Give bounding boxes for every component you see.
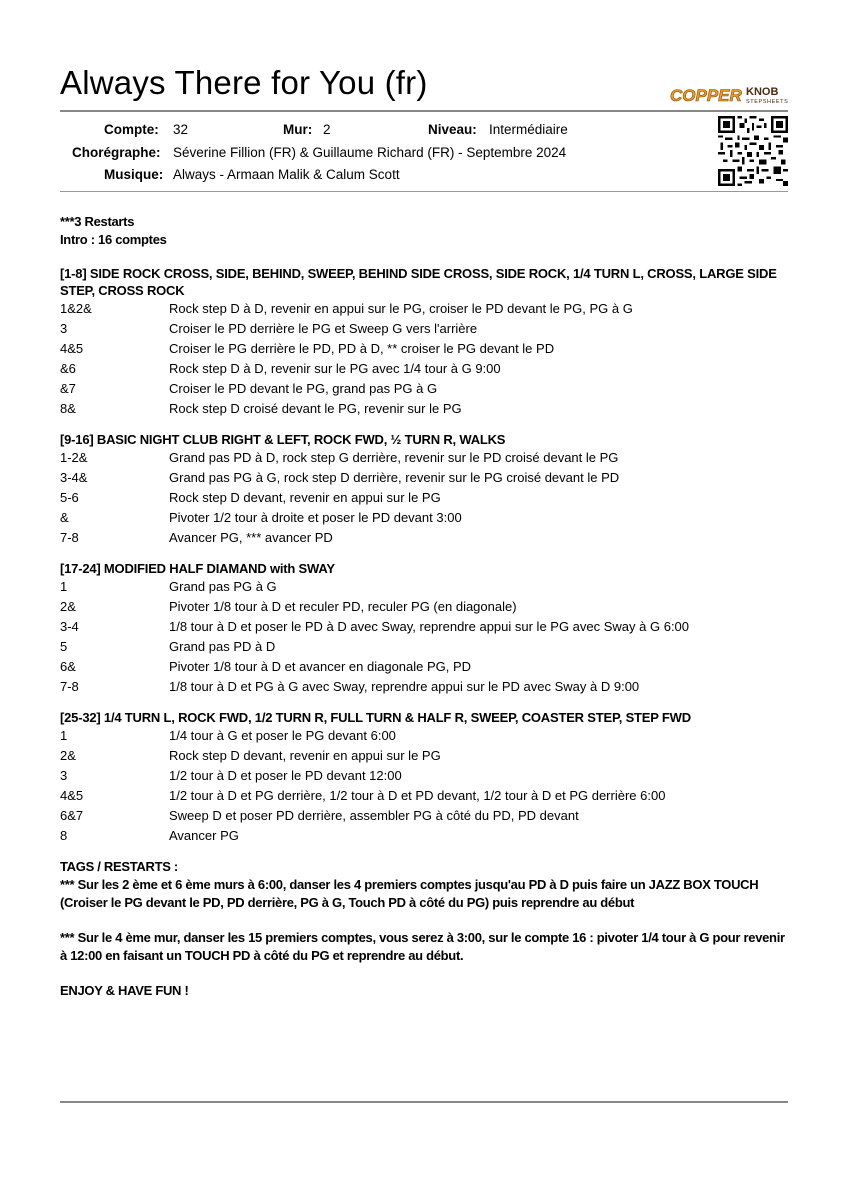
step-count: 8& <box>60 401 76 416</box>
restarts-note: ***3 Restarts <box>60 214 135 229</box>
step-count: 3-4& <box>60 470 88 485</box>
step-count: 1 <box>60 579 68 594</box>
step-row <box>60 319 788 339</box>
step-row <box>60 468 788 488</box>
logo-main-text: COPPER <box>670 86 742 105</box>
music-label: Musique: <box>104 167 164 182</box>
step-count: 3 <box>60 321 68 336</box>
wall-field <box>283 122 312 137</box>
section-title: [9-16] BASIC NIGHT CLUB RIGHT & LEFT, ROCK FWD, ½ TURN R, WALKS <box>60 432 506 447</box>
step-description: Grand pas PG à G <box>169 579 277 594</box>
step-description: Avancer PG <box>169 828 239 843</box>
level-value: Intermédiaire <box>489 122 568 137</box>
section-title: [25-32] 1/4 TURN L, ROCK FWD, 1/2 TURN R, FULL TURN & HALF R, SWEEP, COASTER STEP, STEP FWD <box>60 710 691 725</box>
step-description: Croiser le PD devant le PG, grand pas PG à G <box>169 381 438 396</box>
step-description: Rock step D à D, revenir sur le PG avec 1/4 tour à G 9:00 <box>169 361 501 376</box>
step-row <box>60 448 788 468</box>
step-row <box>60 657 788 677</box>
level-label: Niveau: <box>428 122 477 137</box>
step-description: Grand pas PD à D <box>169 639 276 654</box>
step-description: Pivoter 1/8 tour à D et reculer PD, reculer PG (en diagonale) <box>169 599 517 614</box>
step-description: Rock step D devant, revenir en appui sur le PG <box>169 490 441 505</box>
top-rule <box>60 110 788 112</box>
wall-label: Mur: <box>283 122 313 137</box>
step-count: 5 <box>60 639 68 654</box>
step-count: &6 <box>60 361 76 376</box>
count-field <box>104 122 159 137</box>
step-count: 1-2& <box>60 450 88 465</box>
step-count: 5-6 <box>60 490 79 505</box>
step-row <box>60 637 788 657</box>
choreographer-field <box>72 145 161 160</box>
step-count: 4&5 <box>60 788 84 803</box>
copperknob-logo[interactable] <box>670 84 790 106</box>
step-count: 7-8 <box>60 679 79 694</box>
step-row <box>60 528 788 548</box>
step-row <box>60 399 788 419</box>
step-row <box>60 826 788 846</box>
step-row <box>60 726 788 746</box>
logo-tagline: STEPSHEETS <box>746 99 789 105</box>
step-count: 8 <box>60 828 68 843</box>
step-count: 2& <box>60 748 76 763</box>
stepsheet-body <box>60 213 788 1000</box>
step-count: 1&2& <box>60 301 92 316</box>
count-label: Compte: <box>104 122 159 137</box>
step-description: Grand pas PD à D, rock step G derrière, revenir sur le PD croisé devant le PG <box>169 450 619 465</box>
step-count: 3 <box>60 768 68 783</box>
step-count: 4&5 <box>60 341 84 356</box>
section-title: [17-24] MODIFIED HALF DIAMAND with SWAY <box>60 561 335 576</box>
step-count: 2& <box>60 599 76 614</box>
intro-note: Intro : 16 comptes <box>60 232 167 247</box>
step-description: Rock step D croisé devant le PG, revenir sur le PG <box>169 401 462 416</box>
step-count: 6& <box>60 659 76 674</box>
step-row <box>60 597 788 617</box>
step-row <box>60 786 788 806</box>
step-description: Croiser le PD derrière le PG et Sweep G vers l'arrière <box>169 321 478 336</box>
step-description: Pivoter 1/2 tour à droite et poser le PD devant 3:00 <box>169 510 462 525</box>
choreographer-label: Chorégraphe: <box>72 145 161 160</box>
choreographer-value: Séverine Fillion (FR) & Guillaume Richard (FR) - Septembre 2024 <box>173 145 567 160</box>
step-description: 1/2 tour à D et poser le PD devant 12:00 <box>169 768 402 783</box>
step-row <box>60 379 788 399</box>
count-value: 32 <box>173 122 189 137</box>
step-description: 1/8 tour à D et PG à G avec Sway, reprendre appui sur le PD avec Sway à D 9:00 <box>169 679 640 694</box>
wall-value: 2 <box>323 122 331 137</box>
step-description: 1/8 tour à D et poser le PD à D avec Sway, reprendre appui sur le PG avec Sway à G 6:00 <box>169 619 690 634</box>
step-description: Pivoter 1/8 tour à D et avancer en diagonale PG, PD <box>169 659 472 674</box>
closing-note: ENJOY & HAVE FUN ! <box>60 983 189 998</box>
step-count: 7-8 <box>60 530 79 545</box>
step-description: Sweep D et poser PD derrière, assembler PG à côté du PD, PD devant <box>169 808 579 823</box>
step-row <box>60 806 788 826</box>
restart-paragraph-2: *** Sur le 4 ème mur, danser les 15 premiers comptes, vous serez à 3:00, sur le compte 16 : pivoter 1/4 tour à G pour revenir à 12:00 en faisant un TOUCH PD à côté du PG et reprendre au début. <box>60 930 785 963</box>
step-description: Grand pas PG à G, rock step D derrière, revenir sur le PG croisé devant le PD <box>169 470 620 485</box>
level-field <box>428 122 477 137</box>
bottom-rule <box>60 1101 788 1103</box>
logo-sub-text: KNOB <box>746 86 779 98</box>
tags-heading: TAGS / RESTARTS : <box>60 859 178 874</box>
step-row <box>60 577 788 597</box>
step-row <box>60 746 788 766</box>
header-divider <box>60 191 788 192</box>
step-row <box>60 359 788 379</box>
music-field <box>104 167 163 182</box>
step-row <box>60 339 788 359</box>
step-row <box>60 488 788 508</box>
step-count: &7 <box>60 381 76 396</box>
step-count: & <box>60 510 69 525</box>
step-description: 1/2 tour à D et PG derrière, 1/2 tour à D et PD devant, 1/2 tour à D et PG derrière 6:00 <box>169 788 666 803</box>
step-description: Rock step D devant, revenir en appui sur le PG <box>169 748 441 763</box>
step-description: Avancer PG, *** avancer PD <box>169 530 333 545</box>
music-value: Always - Armaan Malik & Calum Scott <box>173 167 400 182</box>
step-row <box>60 766 788 786</box>
step-row <box>60 508 788 528</box>
step-count: 6&7 <box>60 808 84 823</box>
step-count: 1 <box>60 728 68 743</box>
step-row <box>60 617 788 637</box>
restart-paragraph-1: *** Sur les 2 ème et 6 ème murs à 6:00, danser les 4 premiers comptes jusqu'au PD à D puis faire un JAZZ BOX TOUCH (Croiser le PG devant le PD, PD derrière, PG à G, Touch PD à côté du PG) puis reprendre au début <box>60 877 759 910</box>
step-row <box>60 677 788 697</box>
step-description: 1/4 tour à G et poser le PG devant 6:00 <box>169 728 396 743</box>
page-title: Always There for You (fr) <box>60 64 428 101</box>
step-row <box>60 299 788 319</box>
step-description: Croiser le PG derrière le PD, PD à D, ** croiser le PG devant le PD <box>169 341 555 356</box>
step-description: Rock step D à D, revenir en appui sur le PG, croiser le PD devant le PG, PG à G <box>169 301 633 316</box>
section-title: [1-8] SIDE ROCK CROSS, SIDE, BEHIND, SWEEP, BEHIND SIDE CROSS, SIDE ROCK, 1/4 TURN L, CROSS, LARGE SIDE STEP, CROSS ROCK <box>60 266 777 298</box>
qr-code[interactable] <box>718 116 788 186</box>
step-count: 3-4 <box>60 619 79 634</box>
